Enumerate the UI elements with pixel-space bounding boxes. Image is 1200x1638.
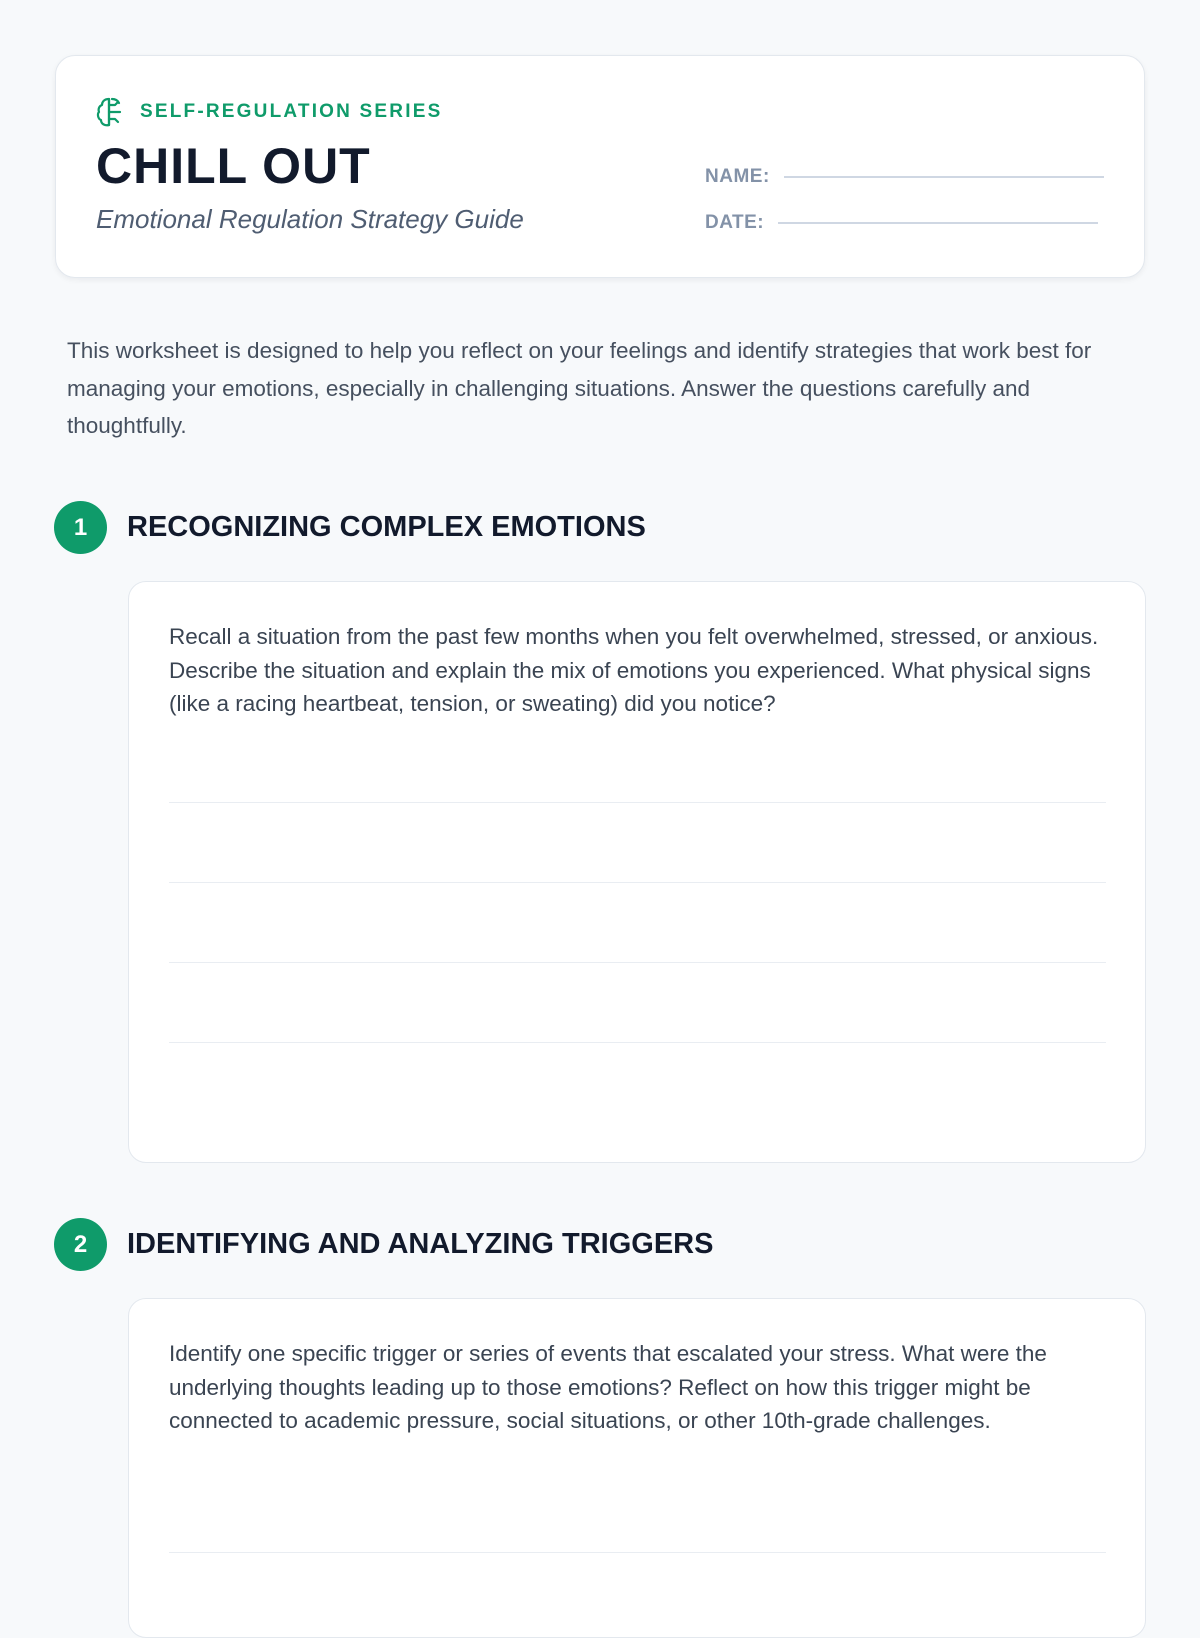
name-field[interactable] [705, 166, 1104, 188]
date-label: DATE: [705, 212, 765, 233]
series-label: SELF-REGULATION SERIES [140, 101, 443, 122]
date-field[interactable] [705, 212, 1098, 234]
header-card [55, 55, 1145, 278]
date-line[interactable] [778, 222, 1098, 224]
section-number-badge: 2 [54, 1218, 107, 1271]
answer-line[interactable] [169, 962, 1106, 963]
section-title: IDENTIFYING AND ANALYZING TRIGGERS [127, 1228, 714, 1260]
intro-paragraph: This worksheet is designed to help you reflect on your feelings and identify strategies that work best for managing your emotions, especially in challenging situations. Answer the questions carefully and thoughtfully. [67, 338, 1092, 438]
question-card-2 [128, 1298, 1146, 1638]
brain-icon [96, 96, 126, 128]
page-subtitle: Emotional Regulation Strategy Guide [96, 204, 524, 234]
section-1-heading [54, 501, 646, 554]
question-text: Identify one specific trigger or series of events that escalated your stress. What were the underlying thoughts leading up to those emotions? Reflect on how this trigger might be connected to academic pressure, social situations, or other 10th-grade challenges. [169, 1341, 1047, 1433]
answer-line[interactable] [169, 882, 1106, 883]
answer-line[interactable] [169, 802, 1106, 803]
section-title: RECOGNIZING COMPLEX EMOTIONS [127, 511, 646, 543]
question-card-1 [128, 581, 1146, 1163]
answer-line[interactable] [169, 1552, 1106, 1553]
page-title: CHILL OUT [96, 138, 371, 194]
name-line[interactable] [784, 176, 1104, 178]
name-label: NAME: [705, 166, 770, 187]
question-text: Recall a situation from the past few months when you felt overwhelmed, stressed, or anxious. Describe the situation and explain the mix of emotions you experienced. What physical signs (like a racing heartbeat, tension, or sweating) did you notice? [169, 624, 1099, 716]
section-2-heading [54, 1218, 713, 1271]
series-row [96, 96, 442, 128]
section-number-badge: 1 [54, 501, 107, 554]
answer-line[interactable] [169, 1042, 1106, 1043]
